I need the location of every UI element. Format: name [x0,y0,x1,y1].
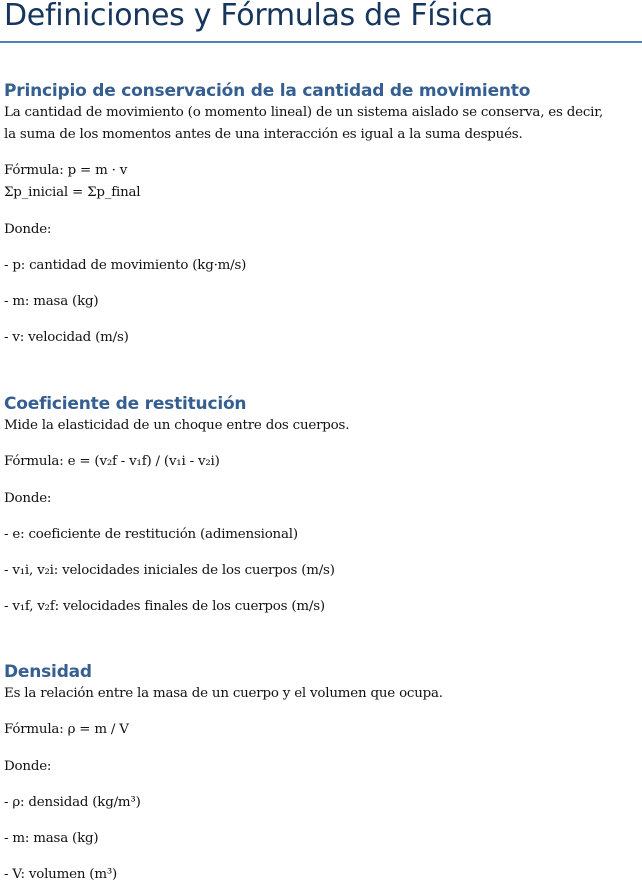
definition-item: - p: cantidad de movimiento (kg·m/s) [4,258,247,273]
definition-item: - v₁i, v₂i: velocidades iniciales de los cuerpos (m/s) [4,563,335,578]
definition-item: - m: masa (kg) [4,831,99,846]
description-line: Es la relación entre la masa de un cuerpo y el volumen que ocupa. [4,686,443,701]
where-label: Donde: [4,222,52,237]
description-line: la suma de los momentos antes de una interacción es igual a la suma después. [4,127,523,142]
title-underline [0,41,642,43]
section-heading: Densidad [4,662,92,682]
formula-line: Σp_inicial = Σp_final [4,185,141,200]
section-restitution-coefficient [4,393,349,618]
definition-item: - e: coeficiente de restitución (adimensional) [4,527,298,542]
where-label: Donde: [4,491,52,506]
formula-line: Fórmula: e = (v₂f - v₁f) / (v₁i - v₂i) [4,454,220,469]
document-body [4,0,640,32]
description-line: Mide la elasticidad de un choque entre dos cuerpos. [4,418,350,433]
definition-item: - v: velocidad (m/s) [4,330,129,345]
description-line: La cantidad de movimiento (o momento lineal) de un sistema aislado se conserva, es decir, [4,105,604,120]
formula-line: Fórmula: ρ = m / V [4,722,129,737]
formula-line: Fórmula: p = m · v [4,163,128,178]
section-momentum-conservation [4,80,603,349]
where-label: Donde: [4,759,52,774]
section-heading: Principio de conservación de la cantidad de movimiento [4,81,531,101]
definition-item: - m: masa (kg) [4,294,99,309]
definition-item: - v₁f, v₂f: velocidades finales de los cuerpos (m/s) [4,599,325,614]
section-heading: Coeficiente de restitución [4,394,247,414]
definition-item: - ρ: densidad (kg/m³) [4,795,141,810]
document-title: Definiciones y Fórmulas de Física [4,0,493,33]
section-density [4,661,443,886]
definition-item: - V: volumen (m³) [4,867,118,882]
